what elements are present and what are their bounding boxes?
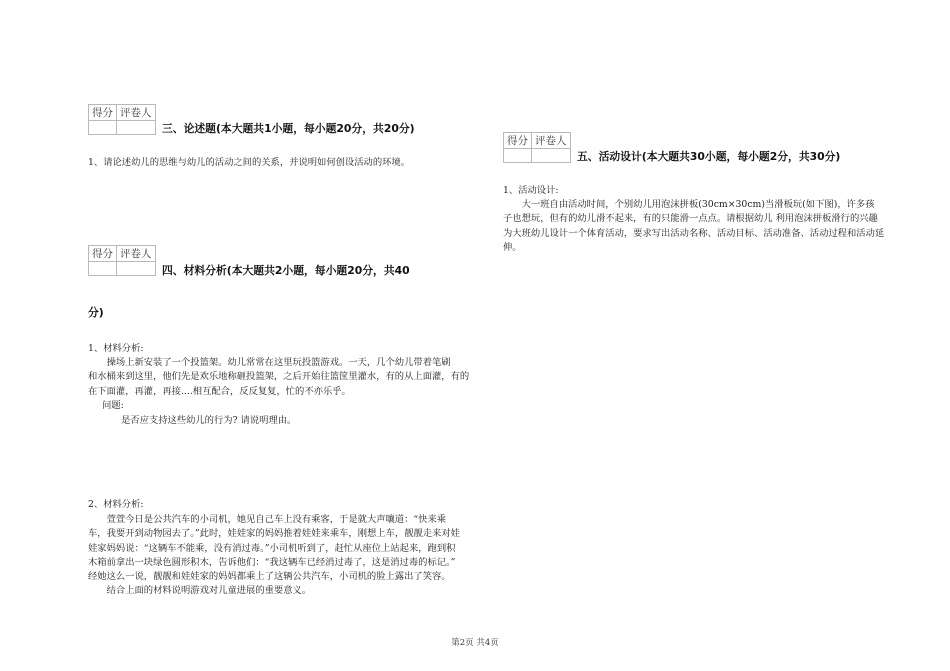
section4-q2-label: 2、材料分析: — [88, 499, 144, 510]
score-cell — [89, 121, 117, 135]
section3-title: 三、论述题(本大题共1小题，每小题20分，共20分) — [162, 122, 415, 135]
material-line: 和水桶来到这里，他们先是欢乐地称砸投篮架，之后开始往篮筐里灌水，有的从上面灌，有的 — [88, 371, 470, 383]
section4-title-line1: 四、材料分析(本大题共2小题，每小题20分，共40 — [162, 264, 410, 277]
grader-cell — [532, 149, 571, 163]
section4-title-line2: 分) — [88, 306, 104, 319]
material-line: 娃家妈妈说：“这辆车不能乘，没有消过毒。”小司机听到了，赶忙从座位上站起来，跑到积 — [88, 542, 456, 554]
grader-label: 评卷人 — [532, 133, 571, 149]
page-number-footer: 第2页 共4页 — [451, 638, 499, 648]
section5-q1-text — [503, 198, 907, 255]
grader-label: 评卷人 — [117, 105, 156, 121]
score-table-section3 — [88, 104, 156, 135]
design-line: 大一班自由活动时间，个别幼儿用泡沫拼板(30cm×30cm)当滑板玩(如下图)，许多孩 — [521, 199, 875, 210]
section4-q1-material — [88, 356, 484, 399]
score-label: 得分 — [504, 133, 532, 149]
grader-cell — [117, 121, 156, 135]
design-line: 伸。 — [503, 241, 522, 253]
grader-cell — [117, 262, 156, 276]
material-line: 在下面灌，再灌，再接....相互配合，反反复复，忙的不亦乐乎。 — [88, 385, 351, 397]
section5-title: 五、活动设计(本大题共30小题，每小题2分，共30分) — [577, 150, 841, 163]
score-table-section5 — [503, 132, 571, 163]
section3-question1: 1、请论述幼儿的思维与幼儿的活动之间的关系，并说明如何创设活动的环境。 — [88, 157, 411, 168]
score-label: 得分 — [89, 246, 117, 262]
section4-q2-material — [88, 513, 484, 599]
score-cell — [89, 262, 117, 276]
section5-q1-label: 1、活动设计: — [503, 185, 559, 196]
material-line: 萱萱今日是公共汽车的小司机，她见自己车上没有乘客，于是就大声嚷道：“快来乘 — [106, 514, 447, 525]
material-line: 木箱前拿出一块绿色圆形积木，告诉他们：“我这辆车已经消过毒了，这是消过毒的标记。” — [88, 556, 456, 568]
grader-label: 评卷人 — [117, 246, 156, 262]
material-line: 操场上新安装了一个投篮架。幼儿常常在这里玩投篮游戏。一天，几个幼儿带着笔刷 — [106, 357, 451, 368]
section4-q1-problem-label: 问题: — [102, 400, 124, 411]
material-line: 车，我要开到动物园去了。”此时，娃娃家的妈妈推着娃娃来乘车，刚想上车，靓靓走来对娃 — [88, 528, 460, 540]
score-cell — [504, 149, 532, 163]
design-line: 子也想玩，但有的幼儿滑不起来，有的只能滑一点点。请根据幼儿 利用泡沫拼板滑行的兴趣 — [503, 213, 878, 225]
material-line: 经她这么一说，靓靓和娃娃家的妈妈都乘上了这辆公共汽车，小司机的脸上露出了笑容。 — [88, 571, 451, 583]
section4-q2-question: 结合上面的材料说明游戏对儿童进展的重要意义。 — [106, 585, 312, 597]
section4-q1-label: 1、材料分析: — [88, 343, 144, 354]
design-line: 为大班幼儿设计一个体育活动，要求写出活动名称、活动目标、活动准备、活动过程和活动延 — [503, 227, 885, 239]
score-label: 得分 — [89, 105, 117, 121]
score-table-section4 — [88, 245, 156, 276]
section4-q1-problem: 是否应支持这些幼儿的行为? 请说明理由。 — [121, 415, 297, 426]
